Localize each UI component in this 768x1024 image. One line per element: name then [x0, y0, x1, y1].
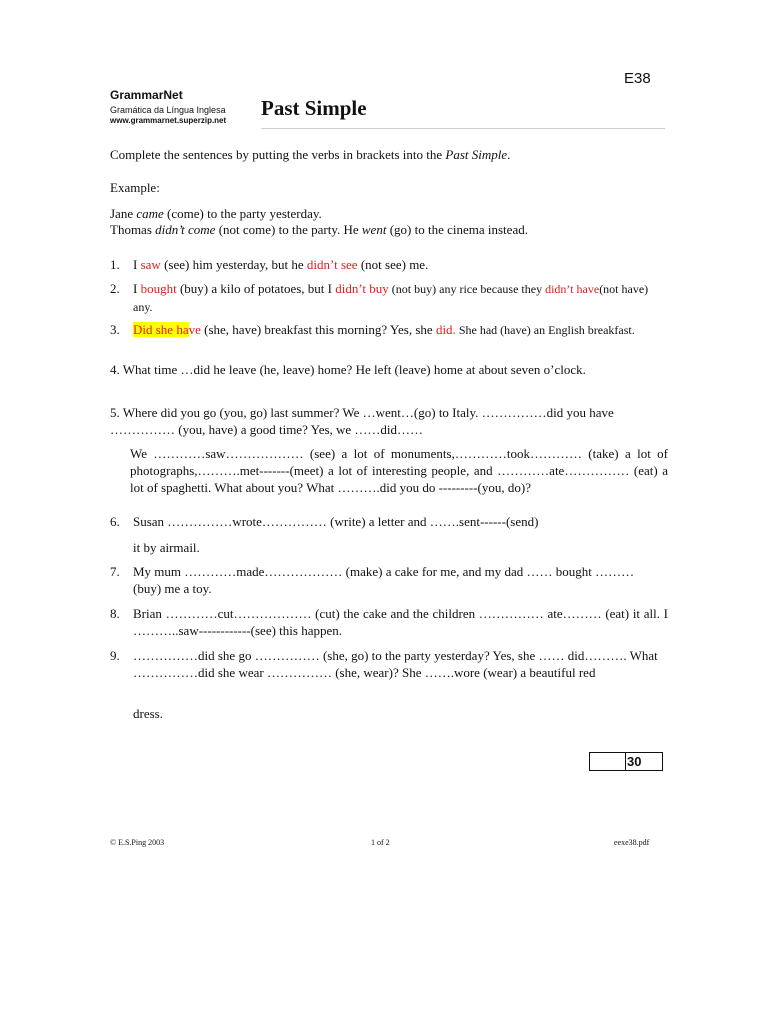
item-3-answer-rest: ve: [188, 322, 201, 337]
item-8-number: 8.: [110, 606, 120, 621]
example-2-b: didn’t come: [155, 222, 216, 237]
item-3-e: She had (have) an English breakfast.: [455, 323, 635, 337]
footer-filename: eexe38.pdf: [614, 838, 650, 847]
exercise-item-5-continued: We …………saw……………… (see) a lot of monuments,…………took………… (take) a lot of photographs,……….met-------(meet) a lot of interesting people, and …………ate…………… (eat) a lot of spaghetti. What about you? What ……….did you do ---------(you, do)?: [130, 446, 668, 495]
item-3-answer-highlight: Did she ha: [133, 322, 189, 337]
item-2-text: [133, 280, 668, 316]
item-2-g: (not have) any.: [133, 282, 649, 314]
item-7-number: 7.: [110, 564, 120, 579]
item-9-number: 9.: [110, 648, 120, 663]
item-1-answer-2: didn’t see: [306, 257, 358, 272]
exercise-item-4: 4. What time …did he leave (he, leave) home? He left (leave) home at about seven o’clock.: [110, 362, 586, 377]
example-2-c: (not come) to the party. He: [215, 222, 362, 237]
item-2-number: 2.: [110, 281, 120, 296]
footer-page-number: 1 of 2: [371, 838, 390, 847]
brand-subtitle: Gramática da Língua Inglesa: [110, 105, 226, 115]
exercise-item-5: 5. Where did you go (you, go) last summer? We …went…(go) to Italy. ……………did you have …………… (you, have) a good time? Yes, we ……did……: [110, 405, 614, 437]
item-2-answer-1: bought: [140, 281, 177, 296]
score-divider: [625, 753, 626, 770]
item-9-text: ……………did she go …………… (she, go) to the party yesterday? Yes, she …… did………. What ……………did she wear …………… (she, wear)? She …….wore (wear) a beautiful red: [133, 648, 658, 680]
exercise-code: E38: [624, 70, 651, 87]
brand-name: GrammarNet: [110, 88, 183, 102]
item-8-text: Brian …………cut……………… (cut) the cake and the children …………… ate……… (eat) it all. I ………..saw------------(see) this happen.: [133, 606, 668, 638]
item-2-a: I: [133, 281, 141, 296]
example-line-1: [110, 205, 322, 222]
item-1-number: 1.: [110, 257, 120, 272]
instruction: [110, 146, 510, 163]
item-6-text: Susan ……………wrote…………… (write) a letter and …….sent------(send): [133, 514, 539, 529]
score-box: [589, 752, 663, 771]
item-3-c: (she, have) breakfast this morning? Yes, she: [200, 322, 436, 337]
item-1-text: [133, 256, 668, 273]
item-7-text: My mum …………made……………… (make) a cake for me, and my dad …… bought ………(buy) me a toy.: [133, 564, 635, 596]
example-label: Example:: [110, 180, 160, 195]
item-2-answer-2: didn’t buy: [335, 281, 389, 296]
item-1-c: (see) him yesterday, but he: [160, 257, 307, 272]
example-2-d: went: [361, 222, 387, 237]
item-2-answer-3: didn’t have: [545, 282, 600, 296]
item-1-a: I: [133, 257, 141, 272]
item-1-answer-1: saw: [140, 257, 161, 272]
item-6-continued: it by airmail.: [133, 540, 200, 555]
page-title: Past Simple: [261, 96, 367, 120]
example-1-b: came: [136, 206, 164, 221]
instruction-italic: Past Simple: [445, 147, 508, 162]
header-divider: [261, 128, 665, 129]
instruction-text: Complete the sentences by putting the verbs in brackets into the: [110, 147, 446, 162]
example-line-2: [110, 221, 528, 238]
score-value: 30: [627, 754, 642, 769]
item-3-number: 3.: [110, 322, 120, 337]
example-2-a: Thomas: [110, 222, 156, 237]
item-3-answer-2: did.: [435, 322, 456, 337]
example-1-c: (come) to the party yesterday.: [163, 206, 322, 221]
brand-url: www.grammarnet.superzip.net: [110, 116, 227, 125]
footer-copyright: © E.S.Ping 2003: [110, 838, 165, 847]
example-1-a: Jane: [110, 206, 137, 221]
item-2-e: (not buy) any rice because they: [388, 282, 546, 296]
example-2-e: (go) to the cinema instead.: [386, 222, 528, 237]
item-6-number: 6.: [110, 514, 120, 529]
item-2-c: (buy) a kilo of potatoes, but I: [176, 281, 336, 296]
instruction-end: .: [507, 147, 511, 162]
item-3-text: [133, 321, 668, 339]
item-9-continued: dress.: [133, 706, 163, 721]
item-1-e: (not see) me.: [357, 257, 429, 272]
